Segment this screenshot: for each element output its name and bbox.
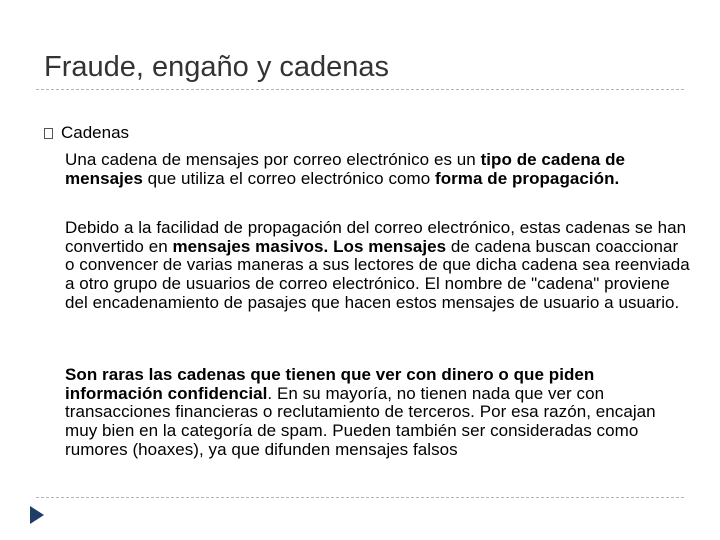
text-run: de cadena buscan coaccionar o convencer de varias maneras a sus lectores de que dicha cadena sea reenviada a otro grupo de usuarios de correo electrónico. El nombre de "cadena" proviene del encadenamiento de pasajes que hacen estos mensajes de usuario a usuario.: [65, 236, 690, 312]
paragraph-1: [65, 151, 690, 188]
footer-divider: [36, 497, 684, 498]
paragraph-2: [65, 219, 690, 313]
text-run: forma de propagación.: [435, 168, 620, 188]
bullet-heading: Cadenas: [61, 123, 130, 142]
text-run: que utiliza el correo electrónico como: [142, 168, 435, 188]
text-run: tipo de cadena de mensajes: [65, 150, 626, 188]
text-run: Debido a la facilidad de propagación del correo electrónico, estas cadenas se han convertido en: [65, 218, 687, 256]
bullet-item-cadenas: [44, 123, 129, 143]
text-run: Son raras las cadenas que tienen que ver con dinero o que piden información confidencial: [65, 365, 595, 403]
next-arrow-icon[interactable]: [30, 506, 44, 524]
text-run: . En su mayoría, no tienen nada que ver con transacciones financieras o reclutamiento de terceros. Por esa razón, encajan muy bien en la categoría de spam. Pueden también ser consideradas como rumores (hoaxes), ya que difunden mensajes falsos: [65, 383, 656, 459]
paragraph-3: [65, 366, 690, 460]
text-run: mensajes masivos. Los mensajes: [172, 236, 447, 256]
text-run: Una cadena de mensajes por correo electrónico es un: [65, 150, 481, 169]
square-bullet-icon: [44, 128, 53, 139]
slide-title: Fraude, engaño y cadenas: [44, 51, 390, 83]
title-divider: [36, 89, 684, 90]
